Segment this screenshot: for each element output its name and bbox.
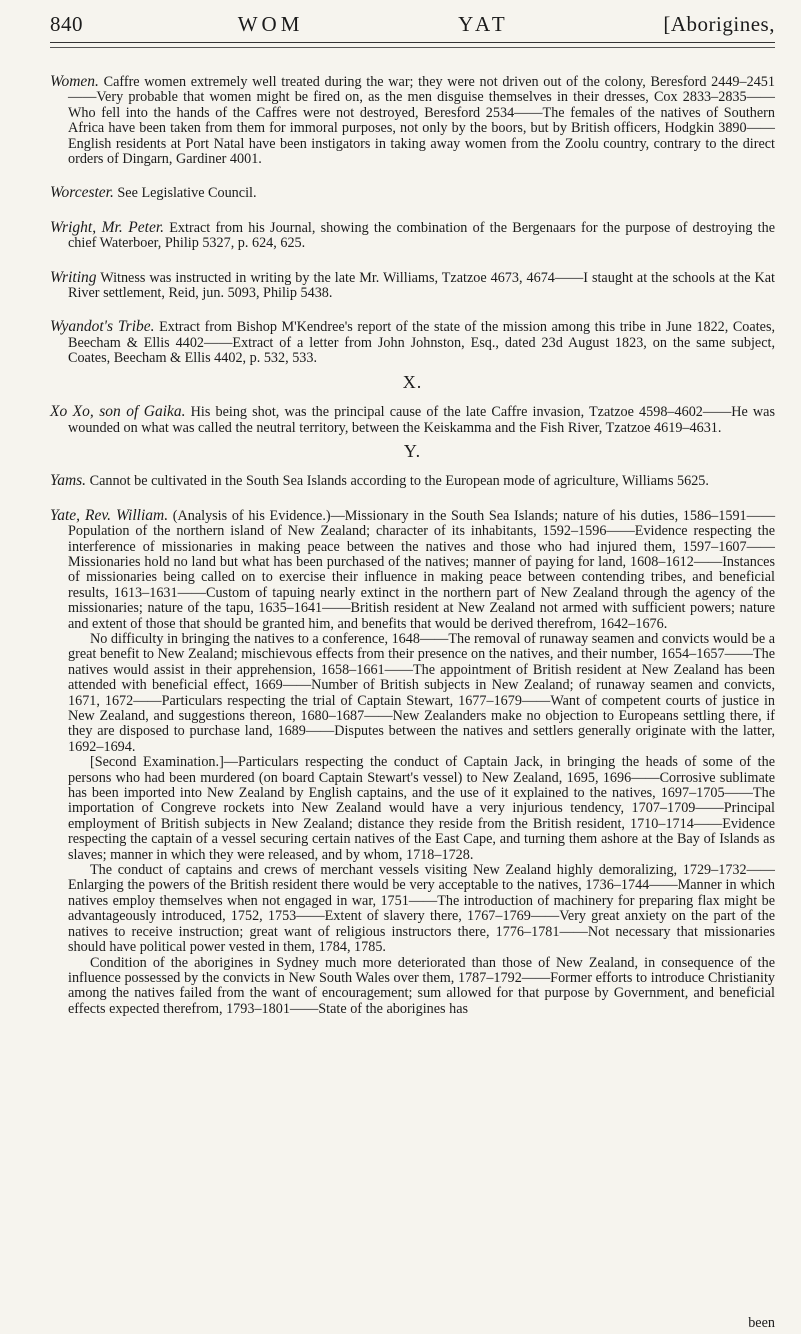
entry-yams	[50, 473, 775, 489]
entry-paragraph: Condition of the aborigines in Sydney much more deteriorated than those of New Zealand, in consequence of the influence possessed by the convicts in New South Wales over them, 1787–1792——Former efforts to introduce Christianity among the natives failed from the want of encouragement; sum allowed for that purpose by Government, and beneficial effects expected therefrom, 1793–1801——State of the aborigines has	[68, 954, 775, 1017]
header-rule	[50, 42, 775, 48]
guide-word-right: YAT	[458, 12, 509, 36]
entry-headword: Worcester.	[50, 184, 114, 202]
entry-headword: Xo Xo, son of Gaika.	[50, 403, 186, 421]
entry-writing	[50, 270, 775, 302]
entry-text: (Analysis of his Evidence.)—Missionary in the South Sea Islands; nature of his duties, 1586–1591——Population of the northern island of New Zealand; character of its inhabitants, 1592–1596——Evidence respecting the interference of missionaries in making peace between the natives and those who had injured them, 1597–1607——Missionaries hold no land but what has been purchased of the natives; manner of paying for land, 1608–1612——Instances of missionaries being called on to exercise their influence in making peace between contending tribes, and beneficial results, 1613–1631——Custom of tapuing nearly extinct in the northern part of New Zealand through the agency of the missionaries; nature of the tapu, 1635–1641——British resident at New Zealand not armed with sufficient powers; nature and extent of those that should be granted him, and benefits that would be derived therefrom, 1642–1676.	[68, 507, 776, 632]
entry-worcester	[50, 185, 775, 201]
entry-wright	[50, 220, 775, 252]
entry-text: Caffre women extremely well treated during the war; they were not driven out of the colony, Beresford 2449–2451——Very probable that women might be fired on, as the men disguise themselves in their dresses, Cox 2833–2835——Who fell into the hands of the Caffres were not destroyed, Beresford 2534——The females of the natives of Southern Africa have been taken from them for immoral purposes, not only by the boors, but by British officers, Hodgkin 3890——English residents at Port Natal have been instigators in taking away women from the Zoolu country, contrary to the direct orders of Dingarn, Gardiner 4001.	[68, 74, 775, 168]
section-title: [Aborigines,	[663, 12, 775, 36]
page-number: 840	[50, 12, 83, 36]
entry-headword: Yams.	[50, 472, 87, 490]
entry-headword: Wright, Mr. Peter.	[50, 218, 165, 236]
entry-yate	[50, 508, 775, 1017]
catchword: been	[748, 1315, 775, 1331]
index-body	[50, 74, 775, 1017]
entry-text: His being shot, was the principal cause of the late Caffre invasion, Tzatzoe 4598–4602——He was wounded on what was called the neutral territory, between the Keiskamma and the Fish River, Tzatzoe 4619–4631.	[68, 404, 775, 436]
section-letter-y: Y.	[403, 440, 422, 461]
entry-paragraph: [Second Examination.]—Particulars respecting the conduct of Captain Jack, in bringing the heads of some of the persons who had been murdered (on board Captain Stewart's vessel) to New Zealand, 1695, 1696——Corrosive sublimate has been imported into New Zealand by English captains, and the use of it explained to the natives, 1697–1705——The importation of Congreve rockets into New Zealand would have a very injurious tendency, 1707–1709——Principal employment of British subjects in New Zealand; distance they reside from the British resident, 1710–1714——Evidence respecting the captain of a vessel securing certain natives of the East Cape, and turning them ashore at the Bay of Islands as slaves; manner in which they were released, and by whom, 1718–1728.	[68, 754, 775, 863]
entry-text: Witness was instructed in writing by the late Mr. Williams, Tzatzoe 4673, 4674——I staught at the schools at the Kat River settlement, Reid, jun. 5093, Philip 5438.	[68, 269, 775, 302]
entry-text: Cannot be cultivated in the South Sea Islands according to the European mode of agriculture, Williams 5625.	[89, 473, 709, 490]
section-letter-x: X.	[402, 371, 423, 392]
entry-women	[50, 74, 775, 167]
running-header	[50, 0, 775, 37]
entry-text: Extract from his Journal, showing the combination of the Bergenaars for the purpose of destroying the chief Waterboer, Philip 5327, p. 624, 625.	[68, 219, 776, 252]
entry-xoxo	[50, 404, 775, 436]
entry-headword: Writing	[50, 268, 97, 286]
entry-paragraph: The conduct of captains and crews of merchant vessels visiting New Zealand highly demoralizing, 1729–1732——Enlarging the powers of the British resident there would be very acceptable to the natives, 1736–1744——Manner in which natives employ themselves when not engaged in war, 1751——The introduction of machinery for preparing flax might be advantageously introduced, 1752, 1753——Extent of slavery there, 1767–1769——Very great anxiety on the part of the natives to receive instruction; great want of religious instructors there, 1776–1781——Not necessary that missionaries should have political power vested in them, 1784, 1785.	[68, 862, 775, 956]
entry-headword: Wyandot's Tribe.	[50, 318, 155, 336]
entry-headword: Yate, Rev. William.	[50, 506, 169, 524]
entry-text: See Legislative Council.	[117, 185, 257, 202]
entry-text: Extract from Bishop M'Kendree's report of the state of the mission among this tribe in June 1822, Coates, Beecham & Ellis 4402——Extract of a letter from John Johnston, Esq., dated 23d August 1823, on the same subject, Coates, Beecham & Ellis 4402, p. 532, 533.	[68, 319, 776, 367]
entry-paragraph: No difficulty in bringing the natives to a conference, 1648——The removal of runaway seamen and convicts would be a great benefit to New Zealand; mischievous effects from their presence on the natives, and their number, 1654–1657——The natives would assist in their apprehension, 1658–1661——The appointment of British resident at New Zealand has been attended with beneficial effect, 1669——Number of British subjects in New Zealand; of runaway seamen and convicts, 1671, 1672——Particulars respecting the trial of Captain Stewart, 1677–1679——Want of competent courts of justice in New Zealand, and suggestions thereon, 1680–1687——New Zealanders make no objection to Europeans settling there, if they are disposed to purchase land, 1689——Disputes between the natives and settlers generally originate with the latter, 1692–1694.	[68, 630, 775, 755]
guide-word-left: WOM	[237, 12, 304, 36]
entry-wyandot	[50, 319, 775, 366]
entry-headword: Women.	[50, 73, 99, 90]
